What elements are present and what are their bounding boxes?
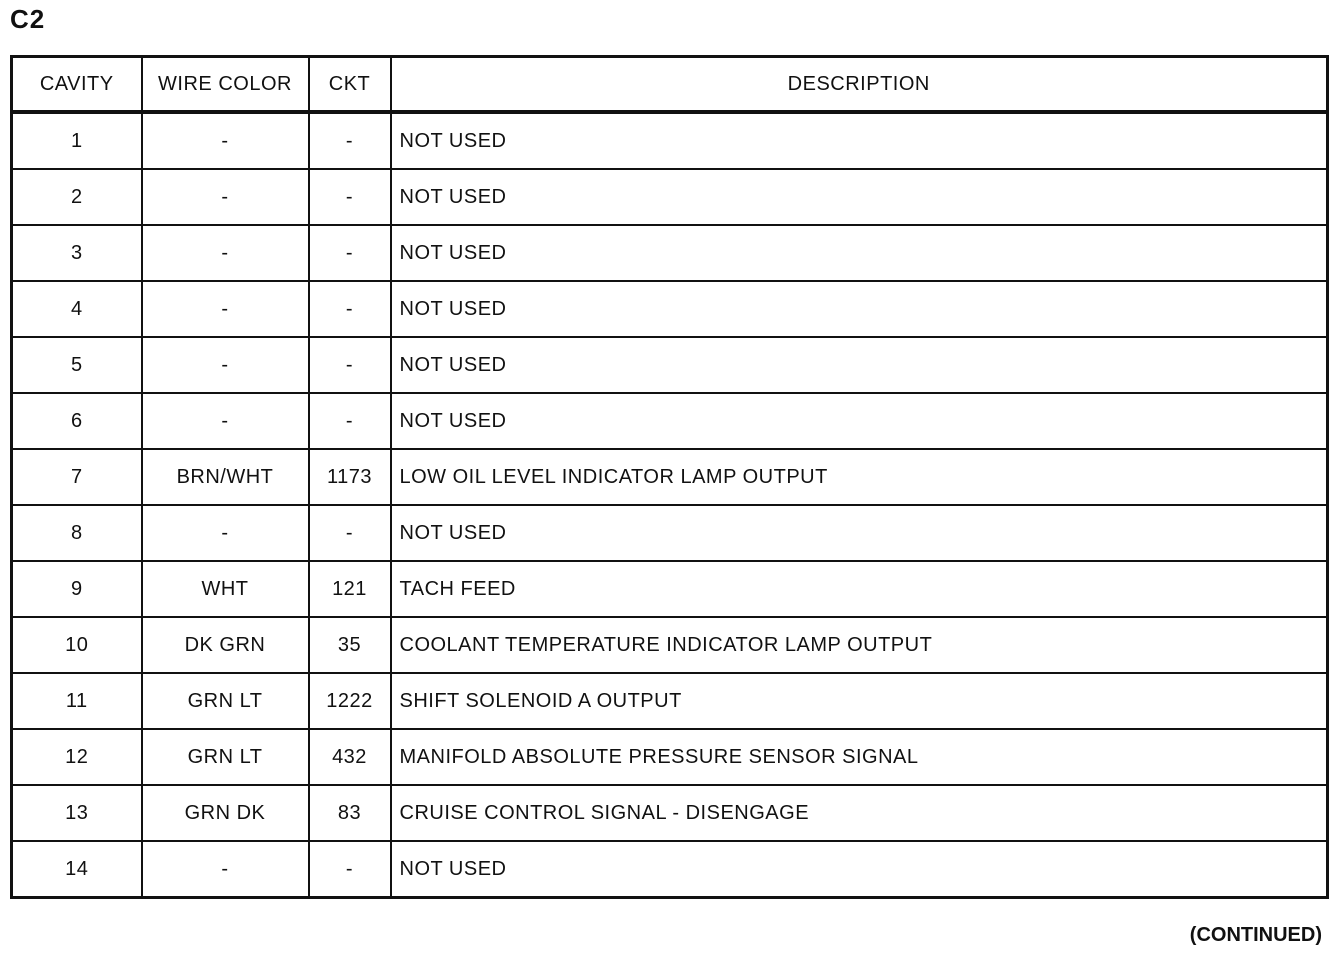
cell-wire-color: -: [142, 393, 309, 449]
cell-cavity: 4: [12, 281, 142, 337]
cell-description: NOT USED: [391, 393, 1328, 449]
cell-ckt: 432: [309, 729, 391, 785]
cell-description: NOT USED: [391, 169, 1328, 225]
cell-description: NOT USED: [391, 225, 1328, 281]
cell-wire-color: -: [142, 505, 309, 561]
table-row: [12, 225, 1328, 281]
continued-note: (CONTINUED): [1189, 924, 1322, 946]
table-row: [12, 785, 1328, 841]
cell-description: SHIFT SOLENOID A OUTPUT: [391, 673, 1328, 729]
cell-cavity: 8: [12, 505, 142, 561]
table-row: [12, 112, 1328, 169]
cell-ckt: 1173: [309, 449, 391, 505]
cell-cavity: 6: [12, 393, 142, 449]
cell-wire-color: GRN LT: [142, 729, 309, 785]
cell-description: NOT USED: [391, 337, 1328, 393]
cell-description: MANIFOLD ABSOLUTE PRESSURE SENSOR SIGNAL: [391, 729, 1328, 785]
cell-wire-color: -: [142, 337, 309, 393]
table-row: [12, 561, 1328, 617]
cell-ckt: 83: [309, 785, 391, 841]
cell-description: TACH FEED: [391, 561, 1328, 617]
cell-wire-color: WHT: [142, 561, 309, 617]
cell-wire-color: -: [142, 225, 309, 281]
table-row: [12, 169, 1328, 225]
cell-ckt: -: [309, 393, 391, 449]
cell-description: NOT USED: [391, 841, 1328, 898]
cell-cavity: 12: [12, 729, 142, 785]
cell-cavity: 7: [12, 449, 142, 505]
cell-cavity: 3: [12, 225, 142, 281]
cell-cavity: 10: [12, 617, 142, 673]
table-row: [12, 393, 1328, 449]
connector-title: C2: [10, 4, 46, 34]
table-row: [12, 729, 1328, 785]
header-cavity: CAVITY: [12, 57, 142, 113]
table-body: [12, 112, 1328, 898]
cell-wire-color: DK GRN: [142, 617, 309, 673]
cell-wire-color: -: [142, 169, 309, 225]
cell-description: COOLANT TEMPERATURE INDICATOR LAMP OUTPUT: [391, 617, 1328, 673]
header-row: [12, 57, 1328, 113]
cell-description: NOT USED: [391, 281, 1328, 337]
cell-wire-color: -: [142, 281, 309, 337]
table-row: [12, 505, 1328, 561]
table-row: [12, 841, 1328, 898]
cell-wire-color: GRN LT: [142, 673, 309, 729]
table-row: [12, 281, 1328, 337]
cell-ckt: -: [309, 112, 391, 169]
cell-ckt: -: [309, 505, 391, 561]
header-description: DESCRIPTION: [391, 57, 1328, 113]
cell-description: CRUISE CONTROL SIGNAL - DISENGAGE: [391, 785, 1328, 841]
pinout-table: [10, 55, 1329, 899]
cell-cavity: 5: [12, 337, 142, 393]
cell-cavity: 9: [12, 561, 142, 617]
cell-ckt: -: [309, 281, 391, 337]
cell-wire-color: -: [142, 112, 309, 169]
cell-ckt: 1222: [309, 673, 391, 729]
cell-description: NOT USED: [391, 112, 1328, 169]
cell-wire-color: GRN DK: [142, 785, 309, 841]
cell-wire-color: -: [142, 841, 309, 898]
cell-cavity: 11: [12, 673, 142, 729]
cell-ckt: 121: [309, 561, 391, 617]
cell-cavity: 1: [12, 112, 142, 169]
cell-ckt: 35: [309, 617, 391, 673]
cell-wire-color: BRN/WHT: [142, 449, 309, 505]
cell-ckt: -: [309, 169, 391, 225]
table-row: [12, 673, 1328, 729]
cell-description: NOT USED: [391, 505, 1328, 561]
table-row: [12, 449, 1328, 505]
cell-cavity: 14: [12, 841, 142, 898]
cell-description: LOW OIL LEVEL INDICATOR LAMP OUTPUT: [391, 449, 1328, 505]
table-row: [12, 337, 1328, 393]
cell-cavity: 13: [12, 785, 142, 841]
cell-ckt: -: [309, 841, 391, 898]
cell-cavity: 2: [12, 169, 142, 225]
cell-ckt: -: [309, 337, 391, 393]
table-row: [12, 617, 1328, 673]
header-ckt: CKT: [309, 57, 391, 113]
cell-ckt: -: [309, 225, 391, 281]
table-header: [12, 57, 1328, 113]
header-wire-color: WIRE COLOR: [142, 57, 309, 113]
